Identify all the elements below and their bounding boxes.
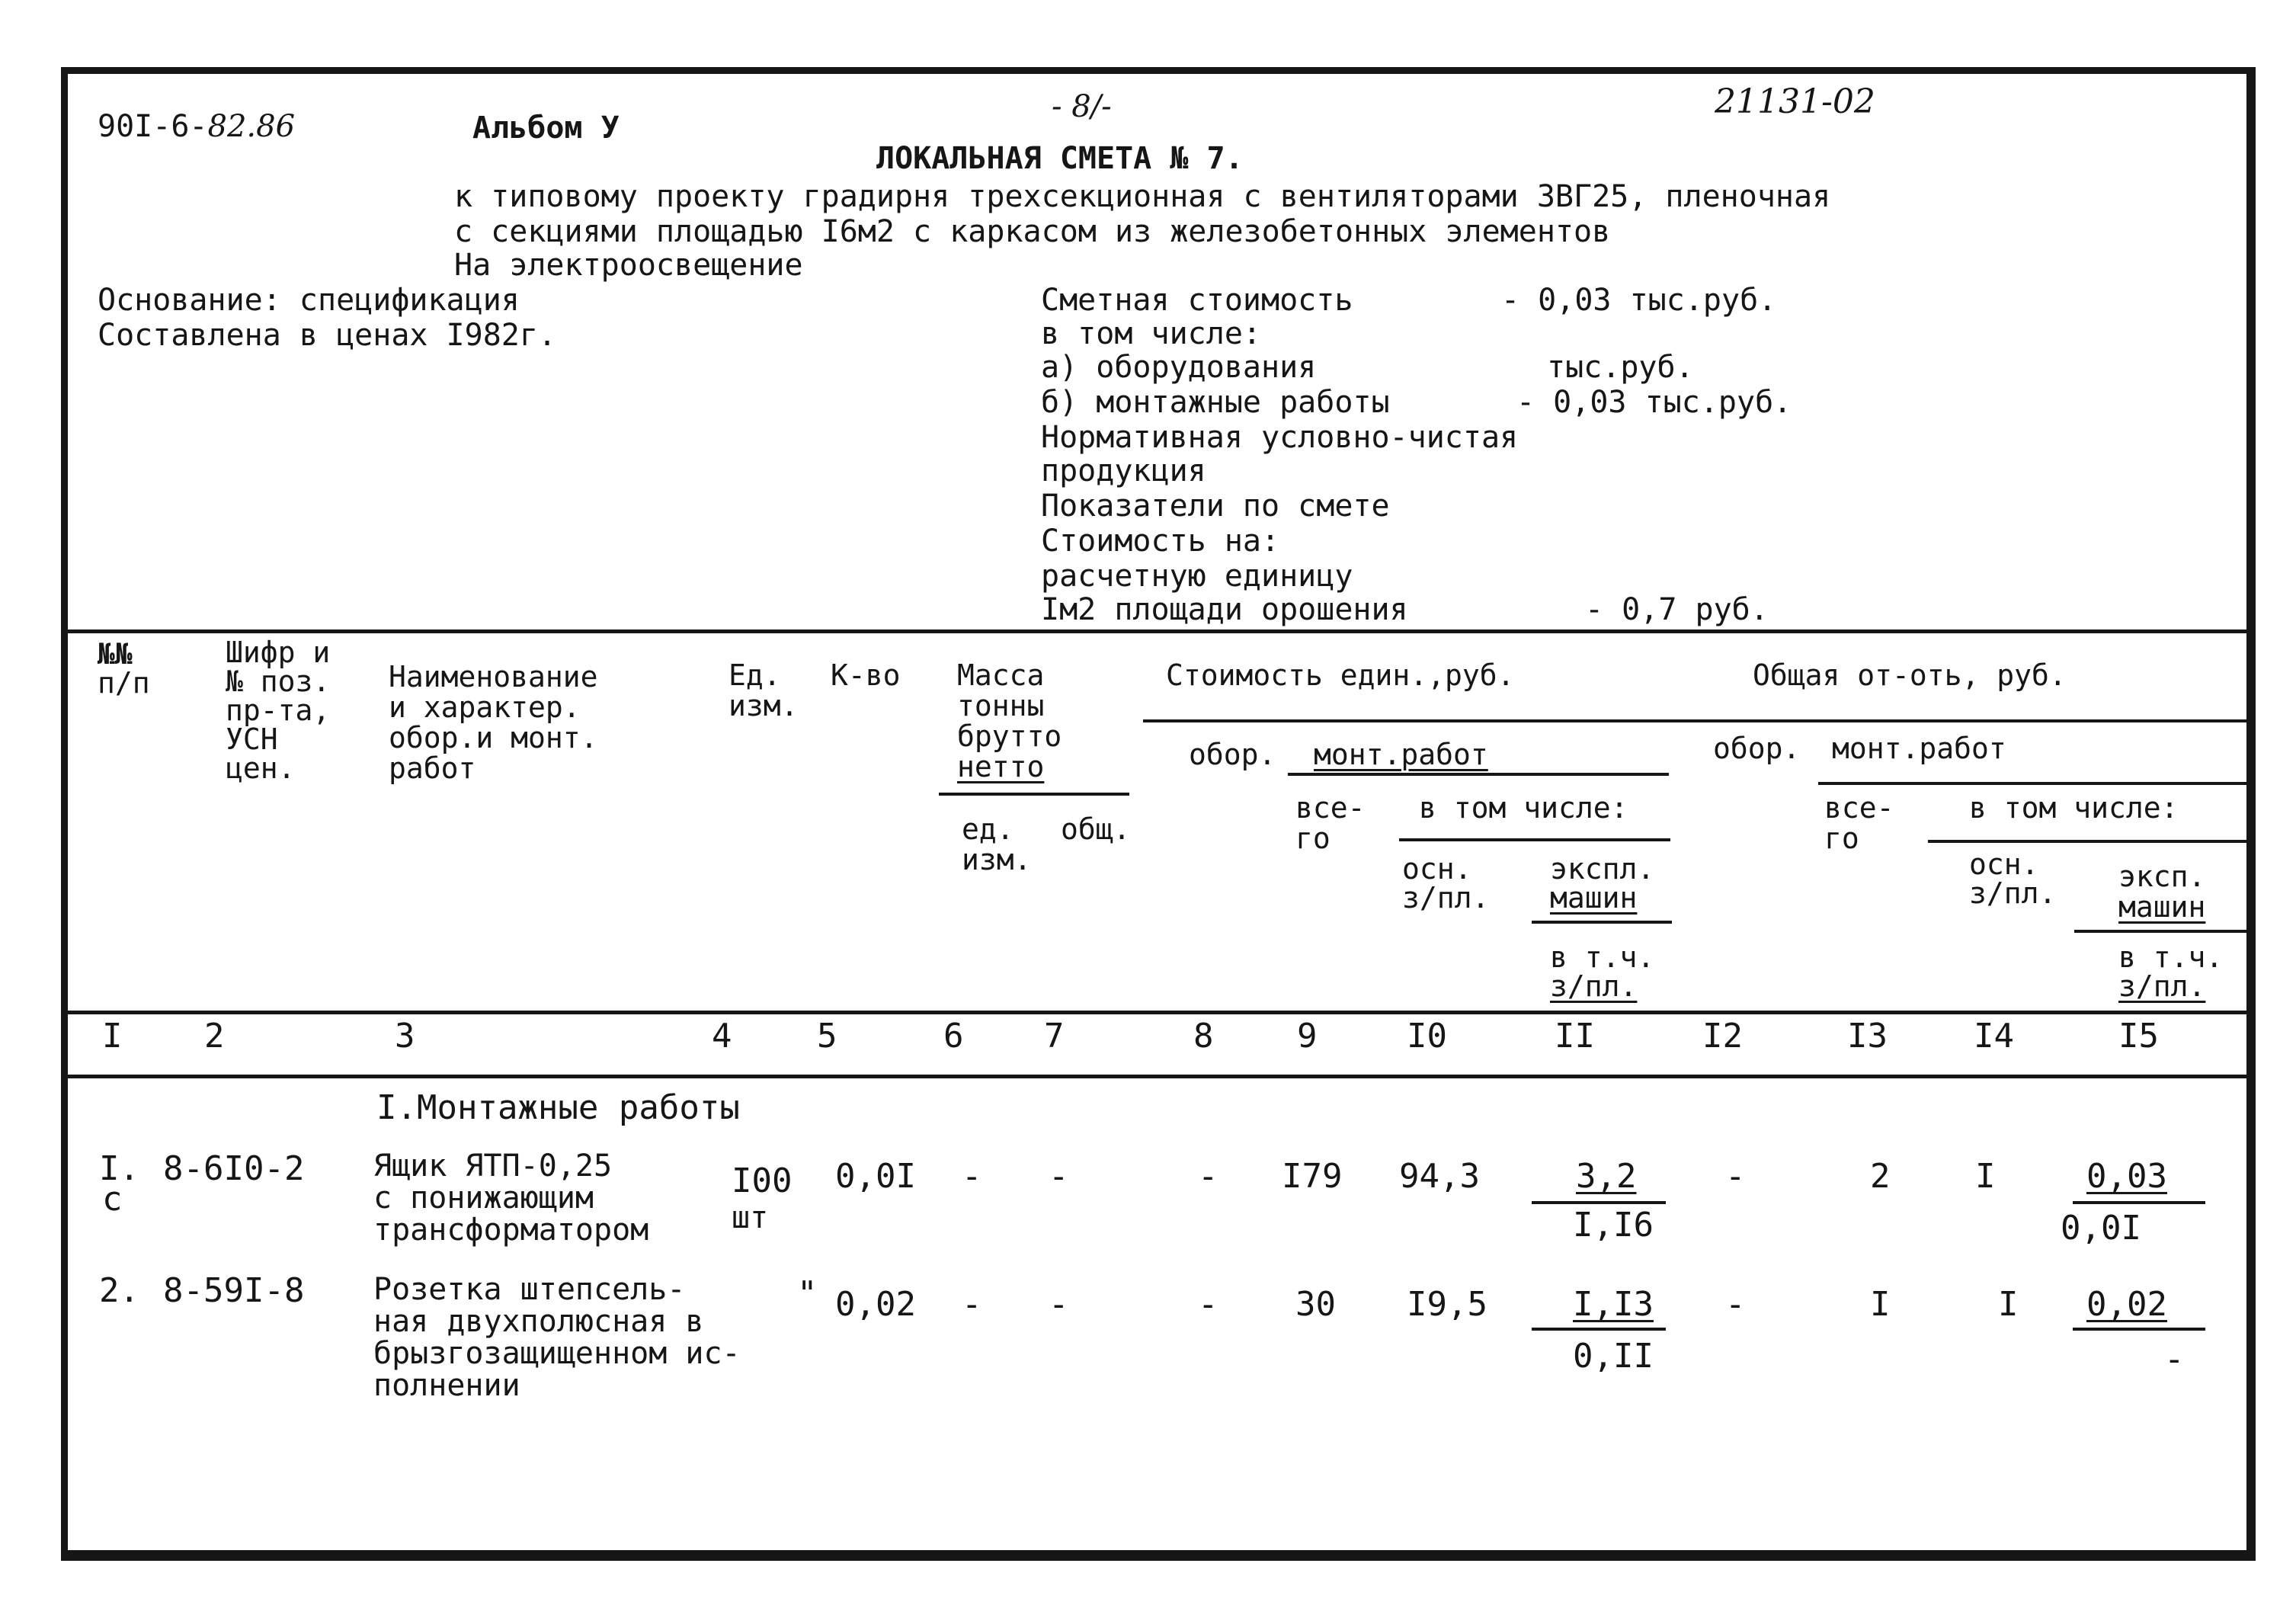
row1-name-3: трансформатором xyxy=(373,1213,649,1248)
row2-qty: 0,02 xyxy=(835,1285,916,1324)
normative-line-2: продукция xyxy=(1041,453,1206,489)
col6-sub-unit-1: ед. xyxy=(962,812,1014,846)
total-base-salary-2: з/пл. xyxy=(1969,876,2057,910)
equipment-label: а) оборудования xyxy=(1041,350,1317,385)
row1-number-suffix: с xyxy=(102,1180,123,1219)
row1-machines-sum-rule xyxy=(2073,1201,2205,1204)
total-base-salary-1: осн. xyxy=(1969,847,2039,881)
unit-base-salary-1: осн. xyxy=(1402,852,1472,886)
unit-install-rule xyxy=(1288,773,1669,776)
row1-qty: 0,0I xyxy=(835,1157,916,1196)
col-number-9: 9 xyxy=(1297,1017,1318,1056)
cost-group-rule xyxy=(1143,719,2248,722)
page-title: ЛОКАЛЬНАЯ СМЕТА № 7. xyxy=(876,141,1244,176)
total-incl-header: в том числе: xyxy=(1969,791,2179,825)
row2-name-2: ная двухполюсная в xyxy=(373,1304,704,1339)
total-total-short-1: все- xyxy=(1824,791,1894,825)
col1-line-1: №№ xyxy=(98,637,133,671)
unit-incl-salary-2: з/пл. xyxy=(1550,969,1638,1003)
area-label: Iм2 площади орошения xyxy=(1041,592,1408,627)
normative-line-1: Нормативная условно-чистая xyxy=(1041,420,1519,455)
row1-base-salary-sum: I xyxy=(1975,1157,1996,1196)
col6-line-4: нетто xyxy=(957,750,1045,783)
column-numbers-bottom-rule xyxy=(68,1075,2247,1078)
subtitle-line-1: к типовому проекту градирня трехсекционная с вентиляторами 3ВГ25, пленочная xyxy=(454,179,1831,214)
unit-label: расчетную единицу xyxy=(1041,559,1353,594)
unit-incl-header: в том числе: xyxy=(1419,791,1628,825)
total-install-header: монт.работ xyxy=(1832,732,2006,765)
col-number-8: 8 xyxy=(1193,1017,1214,1056)
cost-label: Сметная стоимость xyxy=(1041,283,1353,318)
row2-install-sum: I xyxy=(1870,1285,1891,1324)
install-value: - 0,03 тыс.руб. xyxy=(1516,385,1792,420)
incl-label: в том числе: xyxy=(1041,316,1261,351)
row1-mass-total: - xyxy=(1049,1157,1069,1196)
row1-name-1: Ящик ЯТП-0,25 xyxy=(373,1148,613,1184)
col-number-1: I xyxy=(102,1017,123,1056)
col3-line-2: и характер. xyxy=(389,690,581,724)
basis-line-2: Составлена в ценах I982г. xyxy=(98,318,557,353)
table-top-rule xyxy=(68,629,2247,633)
col6-sub-total: общ. xyxy=(1061,812,1131,846)
row1-unit-1: I00 xyxy=(732,1161,793,1200)
basis-line-1: Основание: спецификация xyxy=(98,283,520,318)
row1-code: 8-6I0-2 xyxy=(163,1149,305,1188)
row1-equipment-unit: - xyxy=(1198,1157,1218,1196)
col-number-2: 2 xyxy=(204,1017,225,1056)
col6-line-3: брутто xyxy=(957,719,1062,753)
col5-header: К-во xyxy=(831,658,901,692)
row1-machines-salary-sum: 0,0I xyxy=(2061,1209,2141,1248)
unit-base-salary-2: з/пл. xyxy=(1402,881,1490,915)
row2-base-salary: I9,5 xyxy=(1407,1285,1487,1324)
col2-line-4: УСН xyxy=(226,722,278,756)
install-label: б) монтажные работы xyxy=(1041,385,1390,420)
unit-incl-salary-1: в т.ч. xyxy=(1550,940,1655,974)
col-number-6: 6 xyxy=(943,1017,964,1056)
unit-machines-rule xyxy=(1532,921,1672,924)
area-value: - 0,7 руб. xyxy=(1585,592,1769,627)
row1-machines-rule xyxy=(1532,1201,1666,1204)
unit-cost-header: Стоимость един.,руб. xyxy=(1166,658,1515,692)
row1-equipment-total: - xyxy=(1725,1157,1746,1196)
row1-unit-2: шт xyxy=(732,1200,769,1235)
unit-machines-2: машин xyxy=(1550,881,1638,915)
col2-line-2: № поз. xyxy=(226,665,331,698)
row1-install-total: I79 xyxy=(1282,1157,1343,1196)
total-machines-rule xyxy=(2074,930,2248,933)
col-number-14: I4 xyxy=(1974,1017,2014,1056)
row1-number: I. xyxy=(99,1149,139,1188)
doc-code-prefix: 90I-6- xyxy=(98,109,208,144)
row2-number: 2. xyxy=(99,1271,139,1310)
col-number-15: I5 xyxy=(2118,1017,2159,1056)
unit-incl-rule xyxy=(1399,838,1670,841)
row2-unit-1: " xyxy=(797,1274,818,1313)
row2-install-total: 30 xyxy=(1295,1285,1336,1324)
row2-machines-salary: 0,II xyxy=(1573,1337,1654,1376)
row1-base-salary: 94,3 xyxy=(1399,1157,1480,1196)
col-number-3: 3 xyxy=(395,1017,415,1056)
col2-line-1: Шифр и xyxy=(226,636,331,669)
row1-machines: 3,2 xyxy=(1576,1157,1637,1196)
cost-per-label: Стоимость на: xyxy=(1041,524,1280,559)
page-number: - 8/- xyxy=(1052,89,1112,124)
total-install-rule xyxy=(1818,782,2248,785)
total-cost-header: Общая от-оть, руб. xyxy=(1753,658,2067,692)
section-title: I.Монтажные работы xyxy=(376,1088,740,1127)
row2-machines-rule xyxy=(1532,1328,1666,1331)
col3-line-3: обор.и монт. xyxy=(389,721,598,754)
col2-line-5: цен. xyxy=(226,751,296,785)
row2-equipment-total: - xyxy=(1725,1285,1746,1324)
unit-equip-header: обор. xyxy=(1189,738,1276,771)
col-number-5: 5 xyxy=(817,1017,837,1056)
col-number-7: 7 xyxy=(1044,1017,1065,1056)
total-equip-header: обор. xyxy=(1713,732,1801,765)
doc-code xyxy=(98,110,295,143)
col2-line-3: пр-та, xyxy=(226,694,331,727)
row1-mass-unit: - xyxy=(962,1157,982,1196)
cost-value: - 0,03 тыс.руб. xyxy=(1501,283,1777,318)
col6-rule xyxy=(939,793,1129,796)
col3-line-1: Наименование xyxy=(389,660,598,694)
subtitle-line-3: На электроосвещение xyxy=(454,248,803,283)
col-number-10: I0 xyxy=(1407,1017,1447,1056)
col-number-11: II xyxy=(1555,1017,1595,1056)
col6-line-1: Масса xyxy=(957,658,1045,692)
doc-number: 21131-02 xyxy=(1715,82,1875,121)
row2-equipment-unit: - xyxy=(1198,1285,1218,1324)
total-incl-salary-1: в т.ч. xyxy=(2118,940,2224,974)
col4-line-2: изм. xyxy=(729,689,799,722)
total-incl-salary-2: з/пл. xyxy=(2118,969,2206,1003)
column-numbers-top-rule xyxy=(68,1011,2247,1014)
total-machines-1: эксп. xyxy=(2118,860,2206,893)
row2-machines-salary-sum: - xyxy=(2164,1340,2185,1379)
row2-mass-unit: - xyxy=(962,1285,982,1324)
col4-line-1: Ед. xyxy=(729,658,781,692)
row2-machines-sum-rule xyxy=(2073,1328,2205,1331)
col6-line-2: тонны xyxy=(957,689,1045,722)
col3-line-4: работ xyxy=(389,751,476,785)
unit-total-short-1: все- xyxy=(1295,791,1366,825)
row2-machines: I,I3 xyxy=(1573,1285,1654,1324)
row2-name-3: брызгозащищенном ис- xyxy=(373,1336,741,1371)
row1-install-sum: 2 xyxy=(1870,1157,1891,1196)
col1-line-2: п/п xyxy=(98,666,150,700)
row1-name-2: с понижающим xyxy=(373,1181,594,1216)
row2-machines-sum: 0,02 xyxy=(2086,1285,2167,1324)
row2-base-salary-sum: I xyxy=(1998,1285,2019,1324)
row2-name-1: Розетка штепсель- xyxy=(373,1272,686,1307)
doc-code-handwritten: 82.86 xyxy=(207,109,296,144)
row2-code: 8-59I-8 xyxy=(163,1271,305,1310)
col-number-12: I2 xyxy=(1702,1017,1743,1056)
unit-machines-1: экспл. xyxy=(1550,852,1655,886)
total-machines-2: машин xyxy=(2118,890,2206,924)
row2-name-4: полнении xyxy=(373,1368,520,1403)
total-total-short-2: го xyxy=(1824,822,1859,855)
row2-mass-total: - xyxy=(1049,1285,1069,1324)
col6-sub-unit-2: изм. xyxy=(962,843,1032,876)
col-number-13: I3 xyxy=(1847,1017,1888,1056)
col-number-4: 4 xyxy=(712,1017,732,1056)
total-incl-rule xyxy=(1928,840,2248,843)
indicators-label: Показатели по смете xyxy=(1041,489,1390,524)
row1-machines-sum: 0,03 xyxy=(2086,1157,2167,1196)
subtitle-line-2: с секциями площадью I6м2 с каркасом из железобетонных элементов xyxy=(454,214,1611,249)
unit-install-header: монт.работ xyxy=(1314,738,1488,771)
row1-machines-salary: I,I6 xyxy=(1573,1206,1654,1245)
equipment-value: тыс.руб. xyxy=(1547,350,1694,385)
album-label: Альбом У xyxy=(472,111,620,146)
unit-total-short-2: го xyxy=(1295,822,1331,855)
